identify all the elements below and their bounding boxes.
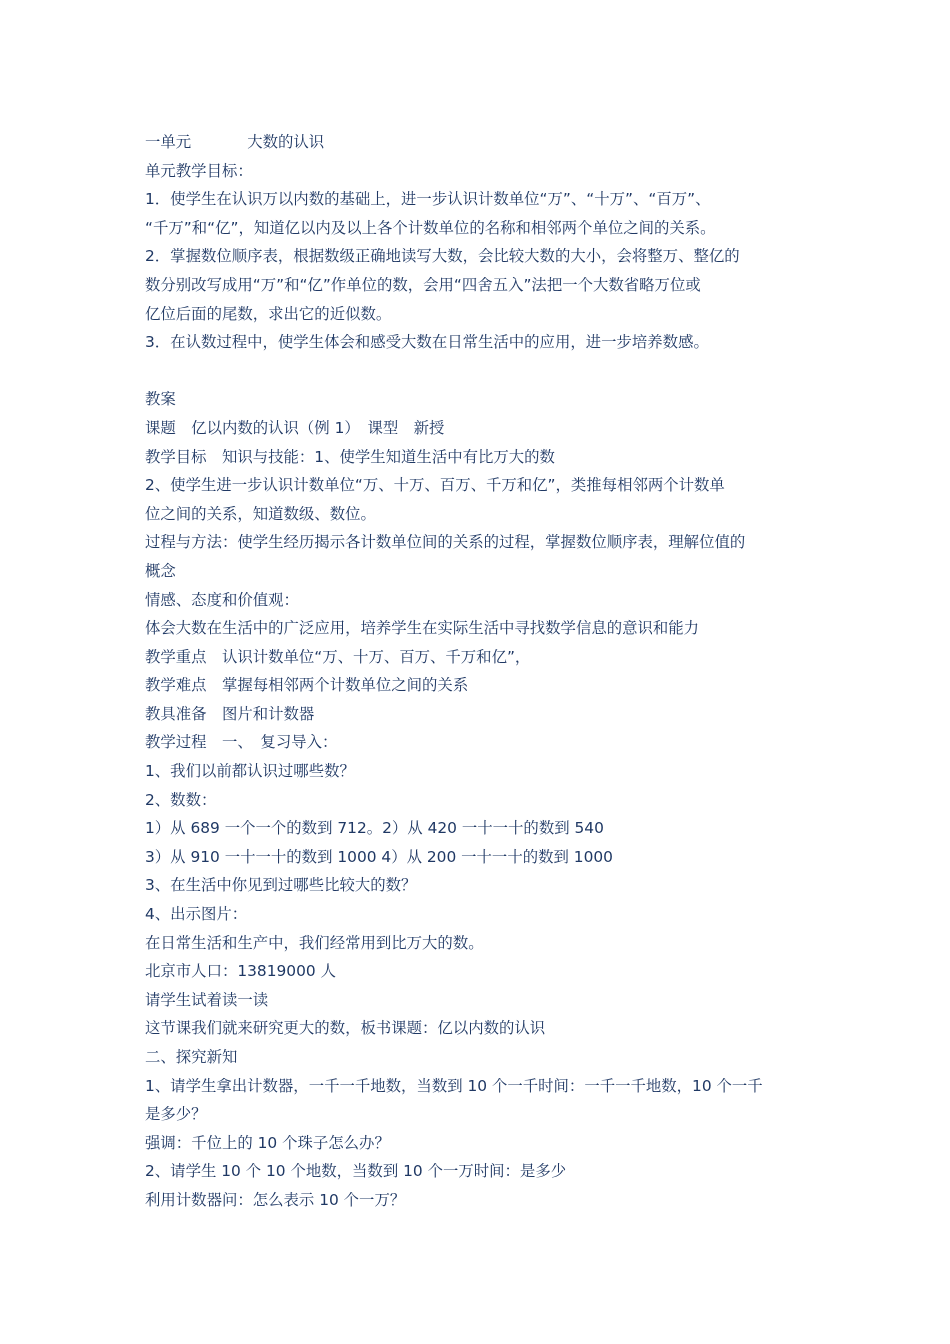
lesson-topic-line: 课题 亿以内数的认识（例 1） 课型 新授 <box>145 418 445 437</box>
document-page <box>145 128 810 1215</box>
lesson-line: 2、请学生 10 个 10 个地数，当数到 10 个一万时间：是多少 <box>145 1162 567 1181</box>
unit-label: 一单元 <box>145 133 192 151</box>
section-spacer <box>145 357 810 386</box>
lesson-plan-title: 教案 <box>145 390 176 409</box>
lesson-line: 概念 <box>145 561 176 580</box>
lesson-line: 在日常生活和生产中，我们经常用到比万大的数。 <box>145 933 484 952</box>
lesson-line: 教具准备 图片和计数器 <box>145 704 315 723</box>
lesson-line: 这节课我们就来研究更大的数，板书课题：亿以内数的认识 <box>145 1019 546 1038</box>
lesson-line: 2、使学生进一步认识计数单位“万、十万、百万、千万和亿”，类推每相邻两个计数单 <box>145 476 725 495</box>
lesson-section-heading: 二、探究新知 <box>145 1048 238 1066</box>
objective-line: “千万”和“亿”，知道亿以内及以上各个计数单位的名称和相邻两个单位之间的关系。 <box>145 218 716 237</box>
lesson-line: 1、请学生拿出计数器，一千一千地数，当数到 10 个一千时间：一千一千地数，10 个一千 <box>145 1076 763 1095</box>
lesson-line: 体会大数在生活中的广泛应用，培养学生在实际生活中寻找数学信息的意识和能力 <box>145 619 700 638</box>
lesson-line: 3）从 910 一十一十的数到 1000 4）从 200 一十一十的数到 1000 <box>145 847 613 866</box>
objective-line: 2．掌握数位顺序表，根据数级正确地读写大数，会比较大数的大小，会将整万、整亿的 <box>145 247 740 266</box>
lesson-line: 强调：千位上的 10 个珠子怎么办？ <box>145 1133 390 1152</box>
unit-title: 大数的认识 <box>247 133 325 151</box>
objective-line: 3．在认数过程中，使学生体会和感受大数在日常生活中的应用，进一步培养数感。 <box>145 333 709 352</box>
lesson-line: 过程与方法：使学生经历揭示各计数单位间的关系的过程，掌握数位顺序表，理解位值的 <box>145 533 746 552</box>
unit-heading <box>145 128 810 157</box>
lesson-line: 1、我们以前都认识过哪些数？ <box>145 762 355 781</box>
lesson-line: 教学重点 认识计数单位“万、十万、百万、千万和亿”， <box>145 647 531 666</box>
lesson-line: 利用计数器问：怎么表示 10 个一万？ <box>145 1190 406 1209</box>
lesson-line: 教学难点 掌握每相邻两个计数单位之间的关系 <box>145 676 469 695</box>
lesson-line: 4、出示图片： <box>145 905 248 924</box>
lesson-line: 教学过程 一、 复习导入： <box>145 733 338 752</box>
lesson-line: 是多少？ <box>145 1105 207 1124</box>
lesson-line: 情感、态度和价值观： <box>145 590 299 609</box>
lesson-line: 2、数数： <box>145 790 217 809</box>
objectives-heading: 单元教学目标： <box>145 161 253 180</box>
objective-line: 数分别改写成用“万”和“亿”作单位的数，会用“四舍五入”法把一个大数省略万位或 <box>145 275 701 294</box>
lesson-line: 教学目标 知识与技能：1、使学生知道生活中有比万大的数 <box>145 447 555 466</box>
lesson-line: 1）从 689 一个一个的数到 712。2）从 420 一十一十的数到 540 <box>145 819 604 838</box>
lesson-line: 3、在生活中你见到过哪些比较大的数？ <box>145 876 417 895</box>
objective-line: 亿位后面的尾数，求出它的近似数。 <box>145 304 392 323</box>
objective-line: 1．使学生在认识万以内数的基础上，进一步认识计数单位“万”、“十万”、“百万”、 <box>145 190 711 209</box>
lesson-line: 北京市人口：13819000 人 <box>145 962 336 981</box>
lesson-line: 位之间的关系，知道数级、数位。 <box>145 504 376 523</box>
lesson-line: 请学生试着读一读 <box>145 990 269 1009</box>
